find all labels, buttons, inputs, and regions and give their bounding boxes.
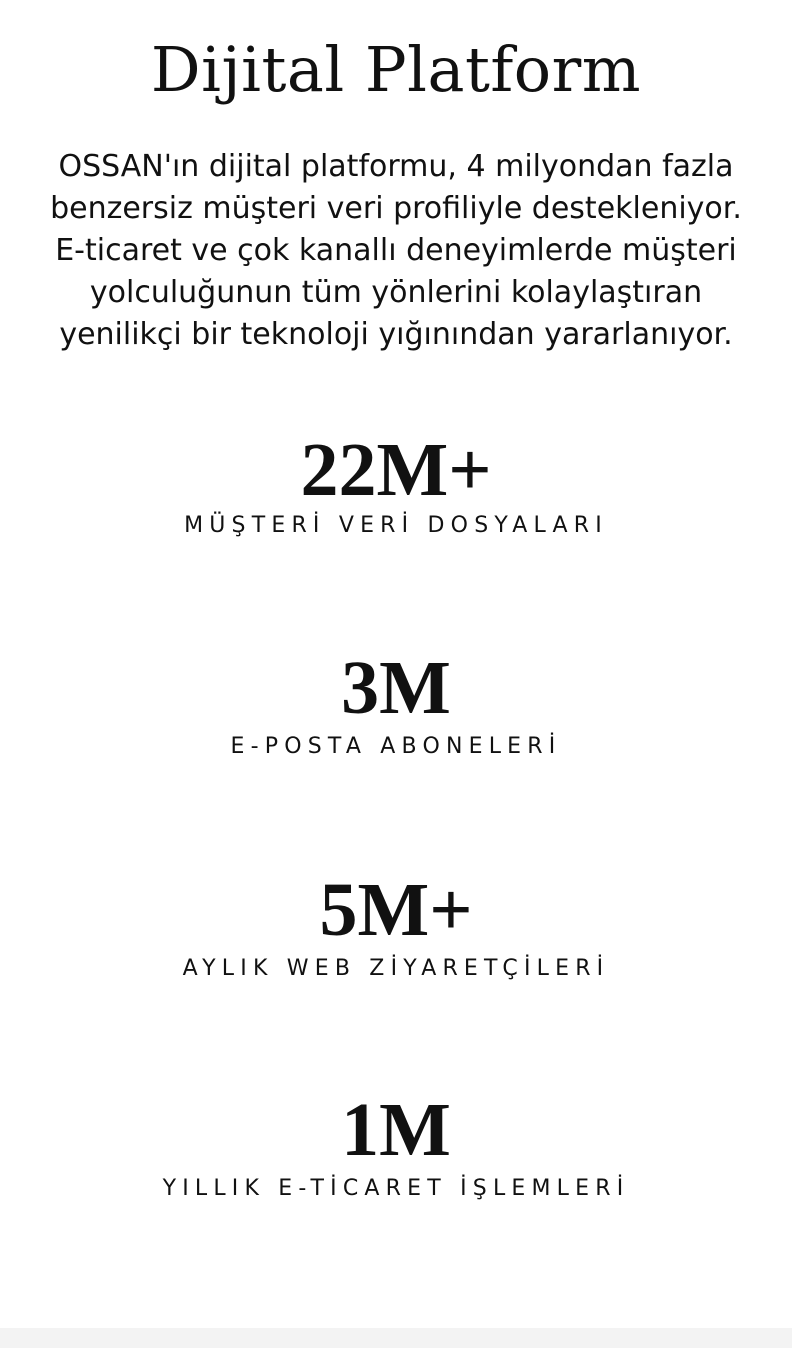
stat-value: 5M+ bbox=[319, 868, 473, 952]
intro-line: E-ticaret ve çok kanallı deneyimlerde müşteri bbox=[55, 233, 737, 268]
stat-label: AYLIK WEB ZİYARETÇİLERİ bbox=[182, 956, 610, 981]
intro-line: yenilikçi bir teknoloji yığınından yararlanıyor. bbox=[59, 317, 733, 352]
intro-line: OSSAN'ın dijital platformu, 4 milyondan fazla bbox=[58, 149, 734, 184]
stat-label: YILLIK E-TİCARET İŞLEMLERİ bbox=[162, 1176, 630, 1201]
intro-line: benzersiz müşteri veri profiliyle destekleniyor. bbox=[50, 191, 742, 226]
section-title: Dijital Platform bbox=[150, 33, 642, 106]
stat-label: MÜŞTERİ VERİ DOSYALARI bbox=[184, 513, 608, 538]
stat-value: 22M+ bbox=[300, 428, 492, 512]
intro-line: yolculuğunun tüm yönlerini kolaylaştıran bbox=[89, 275, 703, 310]
bottom-strip bbox=[0, 1328, 792, 1348]
stat-value: 3M bbox=[341, 646, 451, 730]
stat-value: 1M bbox=[341, 1088, 451, 1172]
section-intro bbox=[36, 146, 756, 356]
stat-label: E-POSTA ABONELERİ bbox=[230, 734, 562, 759]
